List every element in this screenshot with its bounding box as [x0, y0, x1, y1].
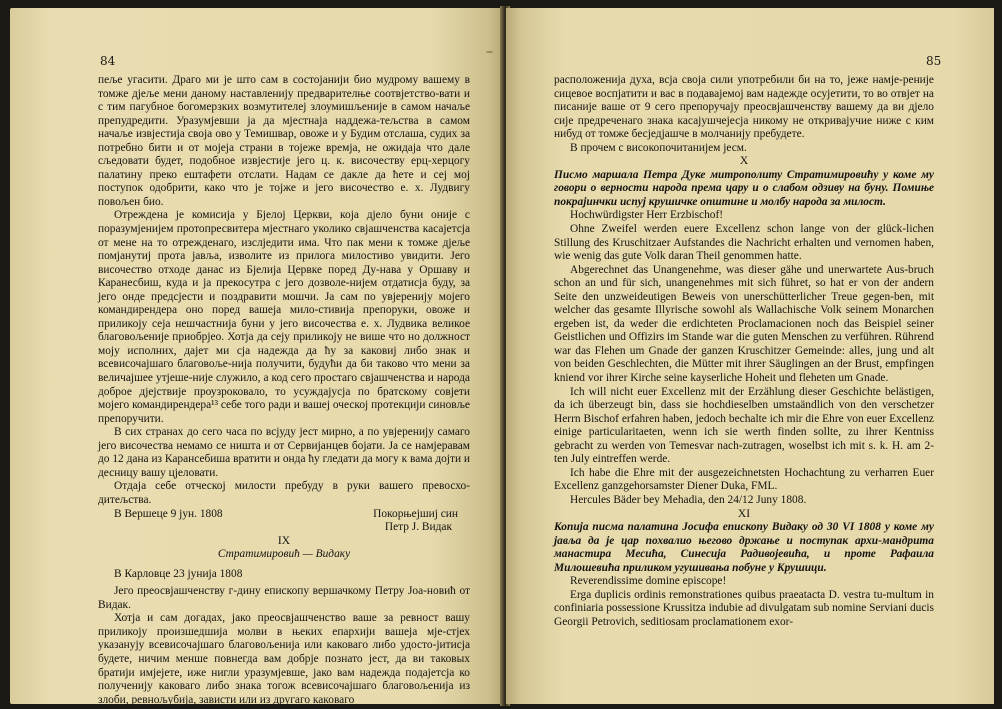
section-number-xi: XI — [737, 507, 751, 520]
signature-row — [98, 508, 470, 522]
paragraph: Јего преосвјашченству г-дину епископу вершачкому Петру Јоа-новић от Видак. — [98, 585, 470, 611]
signature-closing: Покорњејшиј син — [373, 507, 458, 520]
paragraph: расположенија духа, всја своја сили употребили би на то, јеже намје-реније сицевое воспјатити и вас в подавајемој вам надежде осујетити, то во отвјет на писаније ваше от 9 сего препоручају преосвјашченству вашему да ви дјело сије предреченаго знака касајушчејесја никому не откривајучие ниже с ким нибуд от томже бесједјашче в молчанију пребудете. — [554, 74, 934, 141]
paragraph: Отреждена је комисија у Бјелој Церкви, која дјело буни оније с поразумјенијем протопресвитера мјестнаго уколико свјашченства касајетсја от мене на то отрежденаго, изслједити има. Что пак мени к томже дјеље помјанутиј прота јавља, изволите из прилога милостиво увидити. Јего височество отходе данас из Бјелија Цервке поред Ду-нава у Оршаву и Каранесбиш, куда и ја прекосутра с јего дозволе-нијем отдатисја буду, за јего онде предсјести и поздравити мошчи. Ја сам по увјеренију мојего командирендера оно поред вашеја мило-стивија препоруки, овоже и приликоју сеја нешчастнија буни у јего височества е. х. Лудвика великое благовољеније приобрјео. Хотја да сеју приликоју не више что но должност мојy исполних, дајет ми сја надежда да ћу за каковиј либо знак и всевисочајшаго благовоље-нија получити, будући да би таково что мени за величајшее утјеше-није служило, а код сего простаго свјашченства и народа доброе дјејствије проузроковало, то усуждајуcја по братскому совјети мојего командирендера¹³ себе того ради и вашеј оческој протекцији синовље препоручити. — [98, 209, 470, 425]
page-number-left: 84 — [100, 54, 116, 68]
paragraph: В сих странах до сего часа по всјуду јест мирно, а по увјеренију самаго јего височества немамо се ништа и от Сервијанцев бојати. Ја се намјеравам до 12 дана из Карансебиша вратити и онда ћу гледати да могу к вама дојти и десницу вашу цјеловати. — [98, 426, 470, 479]
section-number-x: X — [739, 155, 749, 168]
paragraph: Hercules Bäder bey Mehadia, den 24/12 Juny 1808. — [570, 493, 807, 506]
paragraph: Reverendissime domine episcope! — [570, 575, 727, 588]
right-text-block — [554, 74, 934, 629]
paragraph: Ich habe die Ehre mit der ausgezeichnetsten Hochachtung zu verharren Euer Excellenz ganzgehorsamster Diener Duka, FML. — [554, 466, 934, 493]
letter-heading-x: Писмо маршала Петра Дуке митрополиту Стратимировићу у коме му говори о верности народа према цару и о слабом одзиву на буну. Помиње покрајинчки испуј крушичке општине и молбу народа за милост. — [554, 168, 934, 208]
paragraph: Ich will nicht euer Excellenz mit der Erzählung dieser Geschichte belästigen, da ich überzeugt bin, dass sie hochdieselben umstaändlich von den verschetzer Herrn Bischof erfahren haben, jedoch bechalte ich mir die Ehre von euer Excellenz einige particularitaeten, wenn ich sie werth finden sollte, zu ihrer Kentniss gebracht zu werden von Temesvar nach-zutragen, woselbst ich mit s. k. H. am 2-ten July eintreffen werde. — [554, 385, 934, 466]
paragraph: Ohne Zweifel werden euere Excellenz schon lange von der glück-lichen Stillung des Kruschitzaer Aufstandes die Nachricht erhalten und vernomen haben, wie wenig das gute Volk daran Theil genommen hatte. — [554, 223, 934, 263]
letter-heading-xi: Копија писма палатина Јосифа епископу Видаку од 30 VI 1808 у коме му јавља да је цар похвалио његово држање и поступак архи-мандрита манастира Месића, Синесија Радивојевића, и проте Рафаила Милошевића приликом угушивања побуне у Крушици. — [554, 521, 934, 574]
margin-mark: – — [486, 44, 493, 60]
left-text-block — [98, 74, 470, 704]
paragraph: Abgerechnet das Unangenehme, was dieser gähe und unerwartete Aus-bruch schon an und für sich, unangenehmes mit sich führet, so hat er von der andern Seite den unzweideutigen Beweis von unerschütterlicher Treue gegen-ben, mit welcher das gesamte Illyrische sowohl als Wallachische Volk seinem Monarchen ergeben ist, da weder die erdichteten Proclamacionen noch das Beispiel seiner Geistlichen und Offizirs im Stande war die guten Menschen zu verführen. Rührend war das Flehen um Gnade der ganzen Kruschitzer Gemeinde: alles, jung und alt von beiden Geschlechten, die Mütter mit ihrer Säuglingen an der Brust, empfingen kniend vor ihrer Kirche seine kayserliche Hoheit und fleheten um Gnade. — [554, 263, 934, 385]
paragraph: Отдаја себе отческој милости пребуду в руки вашего превосхо-дитељства. — [98, 480, 470, 506]
letter-heading: Стратимировић — Видаку — [217, 548, 351, 561]
signature-place-date: В Вершеце 9 јун. 1808 — [114, 507, 223, 520]
paragraph: В прочем с високопочитанијем јесм. — [570, 141, 747, 154]
left-page — [10, 8, 504, 704]
section-number-ix: IX — [277, 534, 291, 547]
paragraph: Хотја и сам догадах, јако преосвјашченство ваше за ревност вашу приликоју произшедшија молви в њеких епархији вашеја мје-стјех указанују всевисочајшаго благовољенија или каковаго либо удосто-јитисја будете, ничим менше повнегда вам добрје познато јест, да ви таковых братији имјејете, иже нигли уразумјевше, јако вам надежда подајетсја ко полученију каковаго либо знака тогож всевисочајшаго благовољенија из злоби, ревнољубија, зависти или из другаго каковаго — [98, 612, 470, 704]
paragraph: пеље угасити. Драго ми је што сам в состојанији био мудрому вашему в томже дјеље мени даному наставленију предварителње соотвјетство-вати и с тим пагубное богомерзких возмутителеј злоумишљеније в самом начаље препудредити. Уразумјевши ја да мјестнаја наддежа-тељства в самом начаље извјестија своја ово у Темишвар, овоже и у Будим отслаша, судих за потребно бити и от мојеја страни в тојеже времја, не ожидаја что дале сљедовати будет, подобное извјестије јего ц. к. височеству ерц-херцогу палатину преко ештафети отслати. Надам се дакле да ћете и сеј мој поступок одобрити, како что је тојже и јего височество е. х. Лудвигу повољен био. — [98, 74, 470, 208]
page-number-right: 85 — [926, 54, 942, 68]
paragraph: Hochwürdigster Herr Erzbischof! — [570, 209, 724, 222]
signature-name: Петр Ј. Видак — [384, 521, 452, 534]
letter-place-date: В Карловце 23 јунија 1808 — [114, 567, 243, 580]
right-page — [506, 8, 994, 704]
paragraph: Erga duplicis ordinis remonstrationes quibus praeatacta D. vestra tu-multum in confiniaria possessione Krussitza indubie ad divulgatam sub nomine Serviani ducis Georgii Petrovich, seditiosam proclamationem exor- — [554, 588, 934, 628]
